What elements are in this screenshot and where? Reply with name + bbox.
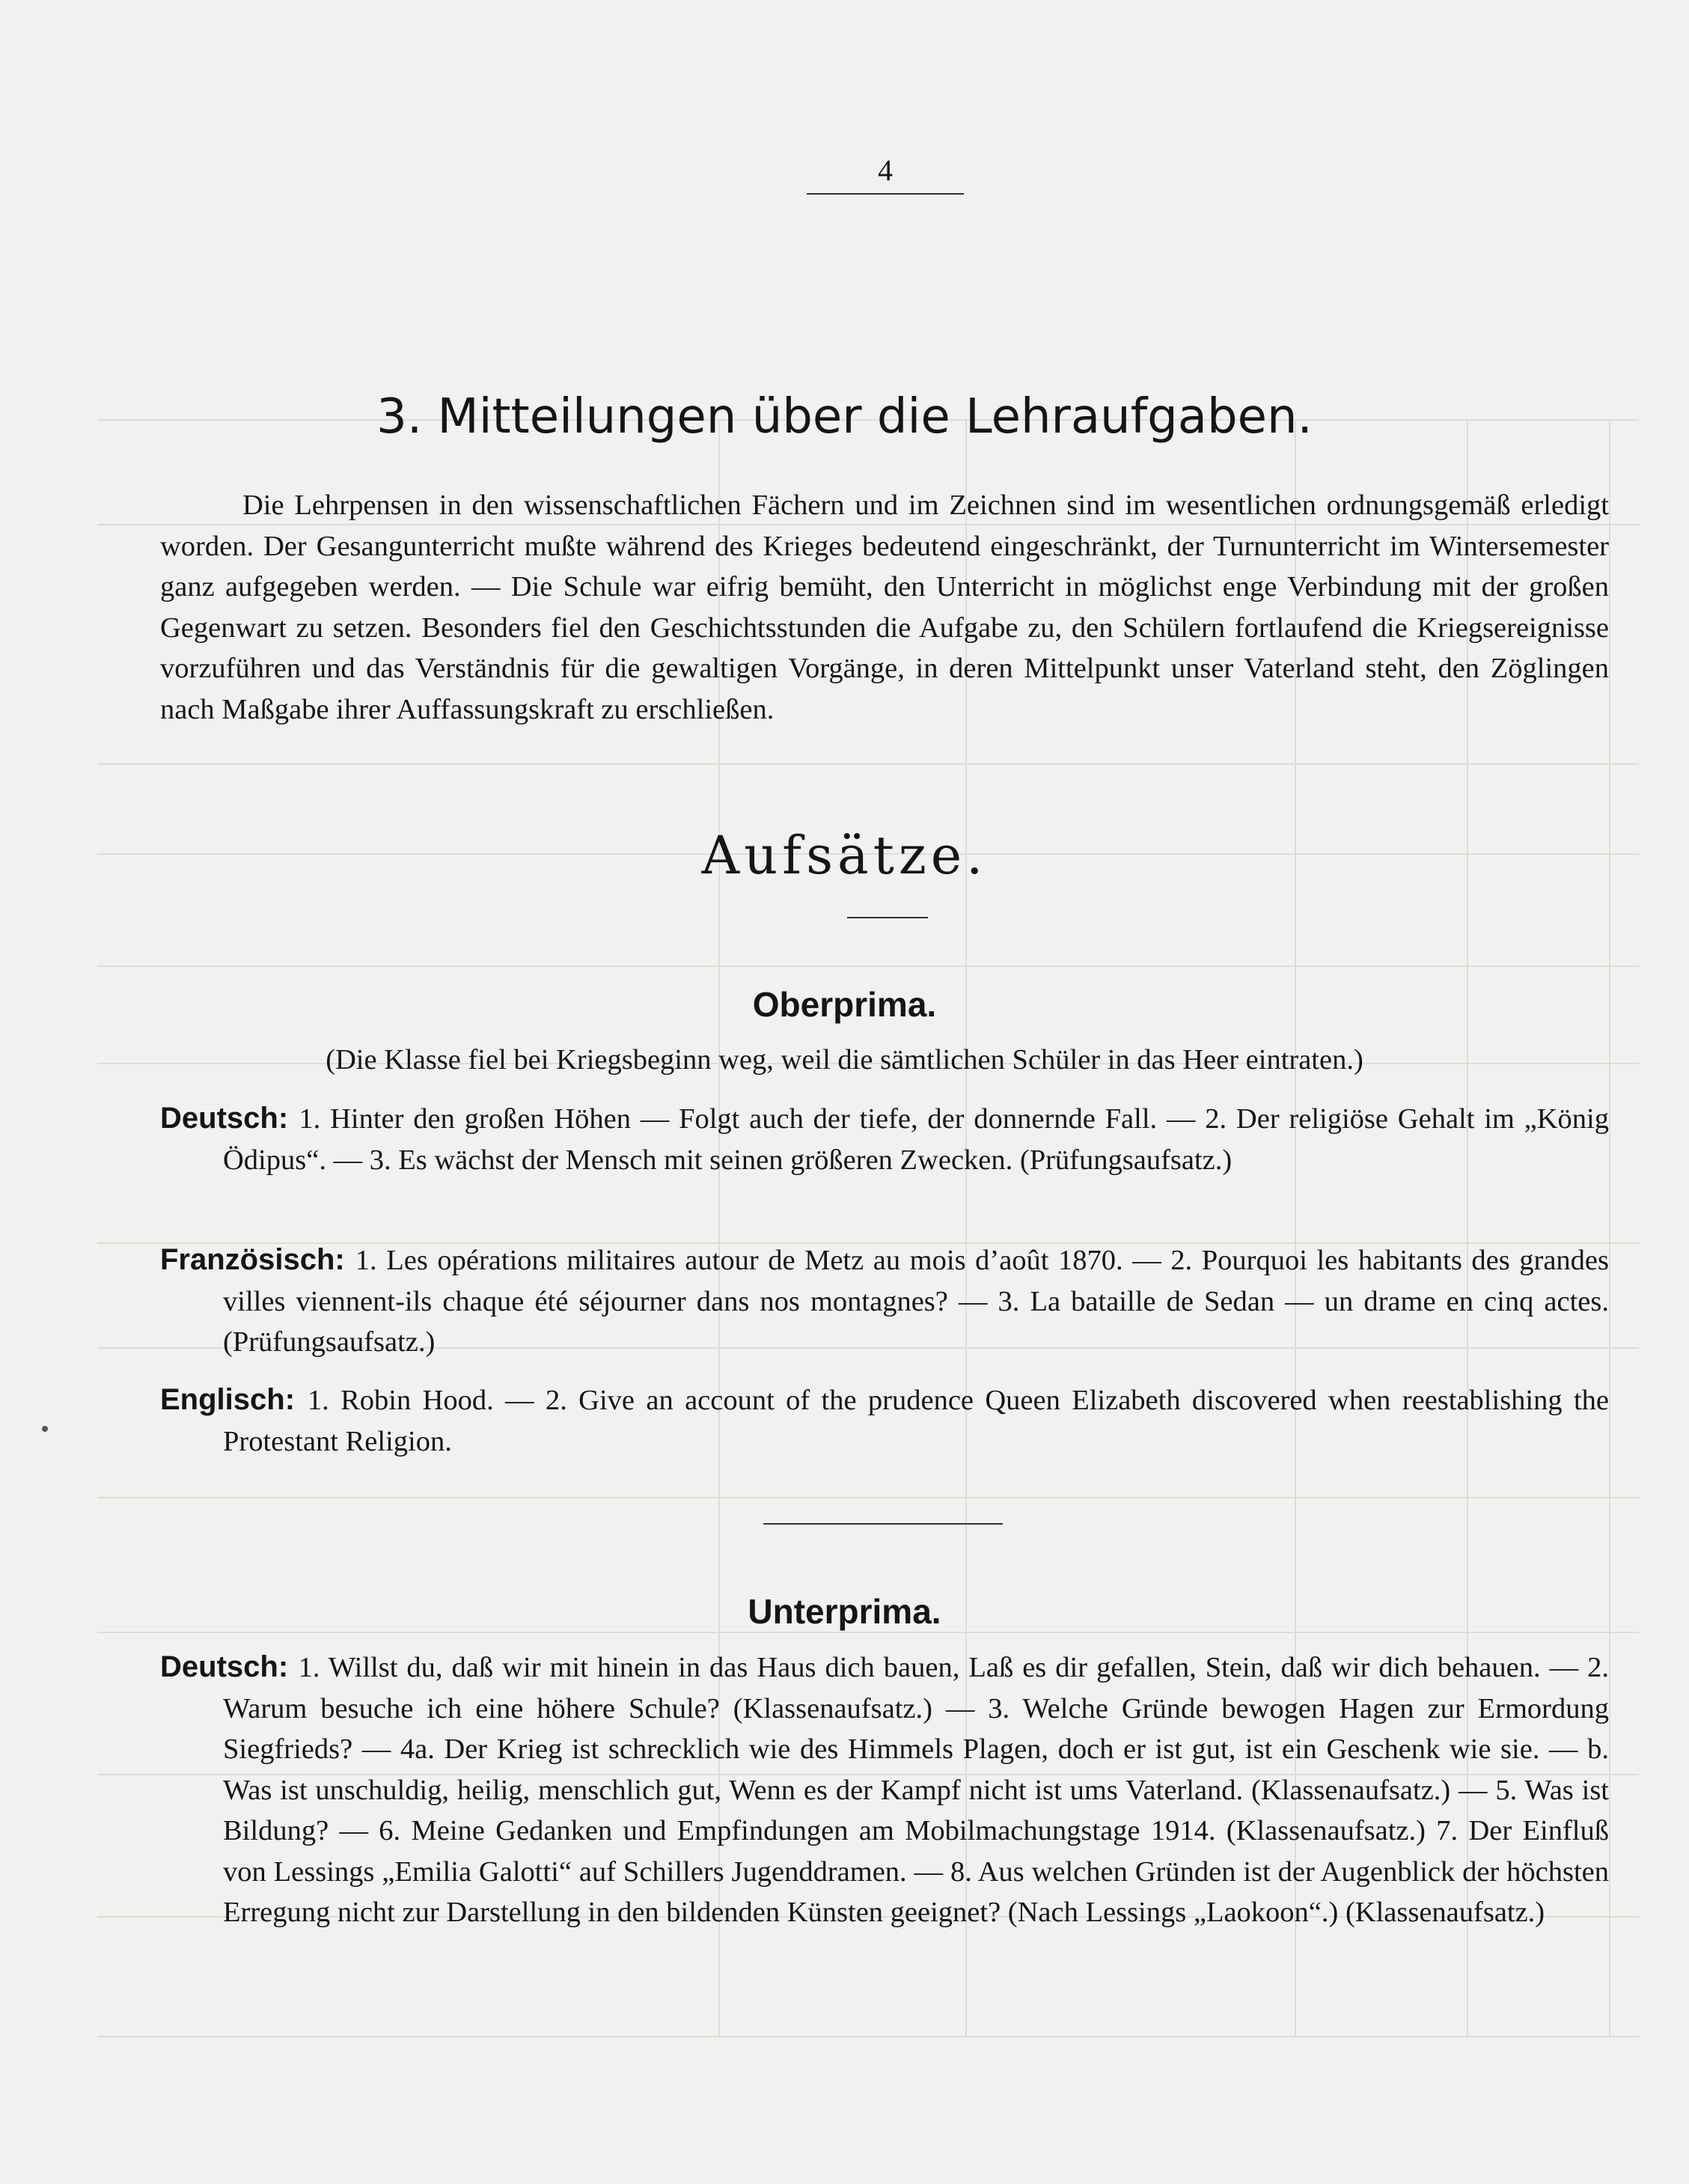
entry-text: 1. Willst du, daß wir mit hinein in das Haus dich bauen, Laß es dir gefallen, Stein, daß wir dich behauen. — 2. Warum besuche ich eine höhere Schule? (Klassenaufsatz.) — 3. Welche Gründe bewogen Hagen zur Ermordung Siegfrieds? — 4a. Der Krieg ist schrecklich wie des Himmels Plagen, doch er ist gut, ist ein Geschenk wie sie. — b. Was ist unschuldig, heilig, menschlich gut, Wenn es der Kampf nicht ist ums Vaterland. (Klassenaufsatz.) — 5. Was ist Bildung? — 6. Meine Gedanken und Empfindungen am Mobilmachungstage 1914. (Klassenaufsatz.) 7. Der Einfluß von Lessings „Emilia Galotti“ auf Schillers Jugenddramen. — 8. Aus welchen Gründen ist der Augenblick der höchsten Erregung nicht zur Darstellung in den bildenden Künsten geeignet? (Nach Lessings „Laokoon“.) (Klassenaufsatz.)	[223, 1652, 1609, 1928]
bleed-through-rule	[1609, 419, 1610, 2036]
aufsaetze-heading: Aufsätze.	[701, 825, 988, 886]
bleed-through-rule	[97, 2036, 1639, 2037]
bleed-through-rule	[97, 1632, 1639, 1633]
stray-ink-dot	[42, 1426, 48, 1432]
oberprima-entry-englisch	[160, 1379, 1609, 1462]
section-title: 3. Mitteilungen über die Lehraufgaben.	[376, 389, 1313, 445]
entry-text: 1. Les opérations militaires autour de Metz au mois d’août 1870. — 2. Pourquoi les habitants des grandes villes viennent-ils chaque été séjourner dans nos montagnes? — 3. La bataille de Sedan — un drame en cinq actes. (Prüfungsaufsatz.)	[223, 1245, 1609, 1358]
bleed-through-rule	[97, 1497, 1639, 1498]
unterprima-entry-deutsch	[160, 1647, 1609, 1933]
subject-colon: :	[278, 1650, 299, 1683]
oberprima-entry-franzoesisch	[160, 1239, 1609, 1363]
subject-label: Englisch	[160, 1383, 285, 1416]
entry-text: 1. Hinter den großen Höhen — Folgt auch der tiefe, der donnernde Fall. — 2. Der religiöse Gehalt im „König Ödipus“. — 3. Es wächst der Mensch mit seinen größeren Zwecken. (Prüfungsaufsatz.)	[223, 1103, 1609, 1176]
subject-label: Deutsch	[160, 1650, 278, 1683]
page-number: 4	[878, 153, 893, 187]
unterprima-heading: Unterprima.	[748, 1592, 941, 1631]
oberprima-entry-deutsch	[160, 1098, 1609, 1180]
section-divider-rule	[763, 1523, 1003, 1525]
aufsaetze-rule	[847, 917, 928, 918]
intro-paragraph: Die Lehrpensen in den wissenschaftlichen Fächern und im Zeichnen sind im wesentlichen ordnungsgemäß erledigt worden. Der Gesangunterricht mußte während des Krieges bedeutend eingeschränkt, der Turnunterricht im Wintersemester ganz aufgegeben werden. — Die Schule war eifrig bemüht, den Unterricht in möglichst enge Verbindung mit der großen Gegenwart zu setzen. Besonders fiel den Geschichtsstunden die Aufgabe zu, den Schülern fortlaufend die Kriegsereignisse vorzuführen und das Verständnis für die gewaltigen Vorgänge, in deren Mittelpunkt unser Vaterland steht, den Zöglingen nach Maßgabe ihrer Auffassungskraft zu erschließen.	[160, 489, 1609, 725]
subject-label: Französisch	[160, 1243, 335, 1276]
bleed-through-rule	[97, 966, 1639, 967]
subject-label: Deutsch	[160, 1102, 278, 1135]
page-number-rule	[807, 193, 964, 195]
entry-text: 1. Robin Hood. — 2. Give an account of the prudence Queen Elizabeth discovered when reestablishing the Protestant Religion.	[223, 1385, 1610, 1457]
subject-colon: :	[284, 1383, 308, 1416]
subject-colon: :	[278, 1102, 299, 1135]
oberprima-note: (Die Klasse fiel bei Kriegsbeginn weg, weil die sämtlichen Schüler in das Heer eintraten.)	[326, 1044, 1363, 1076]
bleed-through-rule	[97, 763, 1639, 765]
oberprima-heading: Oberprima.	[752, 985, 937, 1024]
subject-colon: :	[335, 1243, 355, 1276]
